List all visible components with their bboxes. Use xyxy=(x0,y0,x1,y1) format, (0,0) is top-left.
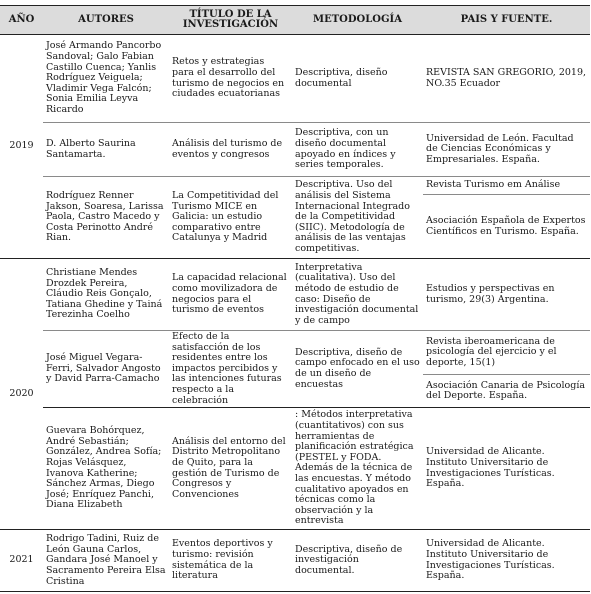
header-year: AÑO xyxy=(0,6,43,35)
source-cell: Estudios y perspectivas en turismo, 29(3) Argentina. xyxy=(423,259,590,331)
source-cell: REVISTA SAN GREGORIO, 2019, NO.35 Ecuador xyxy=(423,35,590,123)
title-cell: La capacidad relacional como movilizadora de negocios para el turismo de eventos xyxy=(169,259,292,331)
authors-cell: Rodríguez Renner Jakson, Soaresa, Larissa Paola, Castro Macedo y Costa Perinotto André Rian. xyxy=(43,177,169,259)
source-cell: Universidad de Alicante. Instituto Universitario de Investigaciones Turísticas. España. xyxy=(423,408,590,530)
table-row xyxy=(0,408,590,530)
method-cell: Descriptiva, diseño de investigación documental. xyxy=(292,530,423,592)
source-cell: Universidad de León. Facultad de Ciencias Económicas y Empresariales. España. xyxy=(423,123,590,177)
year-cell: 2021 xyxy=(0,530,43,592)
source-cell: Universidad de Alicante. Instituto Universitario de Investigaciones Turísticas. España. xyxy=(423,530,590,592)
title-cell: Eventos deportivos y turismo: revisión sistemática de la literatura xyxy=(169,530,292,592)
table-row xyxy=(0,123,590,177)
header-title: TÍTULO DE LA INVESTIGACIÓN xyxy=(169,6,292,35)
source-cell: Revista Turismo em Análise xyxy=(423,177,590,195)
table-row xyxy=(0,177,590,195)
authors-cell: Rodrigo Tadini, Ruiz de León Gauna Carlos, Gandara José Manoel y Sacramento Pereira Elsa Cristina xyxy=(43,530,169,592)
method-cell: Descriptiva. Uso del análisis del Sistema Internacional Integrado de la Competitividad (SIIC). Metodología de análisis de las ventajas competitivas. xyxy=(292,177,423,259)
authors-cell: Guevara Bohórquez, André Sebastián; González, Andrea Sofía; Rojas Velásquez, Ivanova Katherine; Sánchez Armas, Diego José; Enríquez Panchi, Diana Elizabeth xyxy=(43,408,169,530)
method-cell: Descriptiva, diseño documental xyxy=(292,35,423,123)
literature-table xyxy=(0,5,590,592)
title-cell: Retos y estrategias para el desarrollo del turismo de negocios en ciudades ecuatorianas xyxy=(169,35,292,123)
authors-cell: José Miguel Vegara-Ferri, Salvador Angosto y David Parra-Camacho xyxy=(43,331,169,408)
source-cell: Revista iberoamericana de psicología del ejercicio y el deporte, 15(1) xyxy=(423,331,590,375)
year-cell: 2019 xyxy=(0,35,43,259)
table-row xyxy=(0,259,590,331)
year-cell: 2020 xyxy=(0,259,43,530)
method-cell: Descriptiva, con un diseño documental apoyado en índices y series temporales. xyxy=(292,123,423,177)
table-row xyxy=(0,35,590,123)
header-source: PAIS Y FUENTE. xyxy=(423,6,590,35)
title-cell: Efecto de la satisfacción de los residentes entre los impactos percibidos y las intenciones futuras respecto a la celebración xyxy=(169,331,292,408)
table-row xyxy=(0,530,590,592)
authors-cell: Christiane Mendes Drozdek Pereira, Cláudio Reis Gonçalo, Tatiana Ghedine y Tainá Terezinha Coelho xyxy=(43,259,169,331)
table-row xyxy=(0,331,590,375)
source-cell: Asociación Canaria de Psicología del Deporte. España. xyxy=(423,375,590,408)
authors-cell: D. Alberto Saurina Santamarta. xyxy=(43,123,169,177)
header-method: METODOLOGÍA xyxy=(292,6,423,35)
method-cell: Descriptiva, diseño de campo enfocado en el uso de un diseño de encuestas xyxy=(292,331,423,408)
table-header-row xyxy=(0,6,590,35)
title-cell: Análisis del turismo de eventos y congresos xyxy=(169,123,292,177)
method-cell: Interpretativa (cualitativa). Uso del método de estudio de caso: Diseño de investigación documental y de campo xyxy=(292,259,423,331)
title-cell: La Competitividad del Turismo MICE en Galicia: un estudio comparativo entre Catalunya y Madrid xyxy=(169,177,292,259)
header-authors: AUTORES xyxy=(43,6,169,35)
source-cell: Asociación Española de Expertos Científicos en Turismo. España. xyxy=(423,195,590,259)
title-cell: Análisis del entorno del Distrito Metropolitano de Quito, para la gestión de Turismo de Congresos y Convenciones xyxy=(169,408,292,530)
authors-cell: José Armando Pancorbo Sandoval; Galo Fabian Castillo Cuenca; Yanlis Rodríguez Veiguela; Vladimir Vega Falcón; Sonia Emilia Leyva Ricardo xyxy=(43,35,169,123)
method-cell: : Métodos interpretativa (cuantitativos) con sus herramientas de planificación estratégica (PESTEL y FODA. Además de la técnica de las encuestas. Y método cualitativo apoyados en técnicas como la observación y la entrevista xyxy=(292,408,423,530)
